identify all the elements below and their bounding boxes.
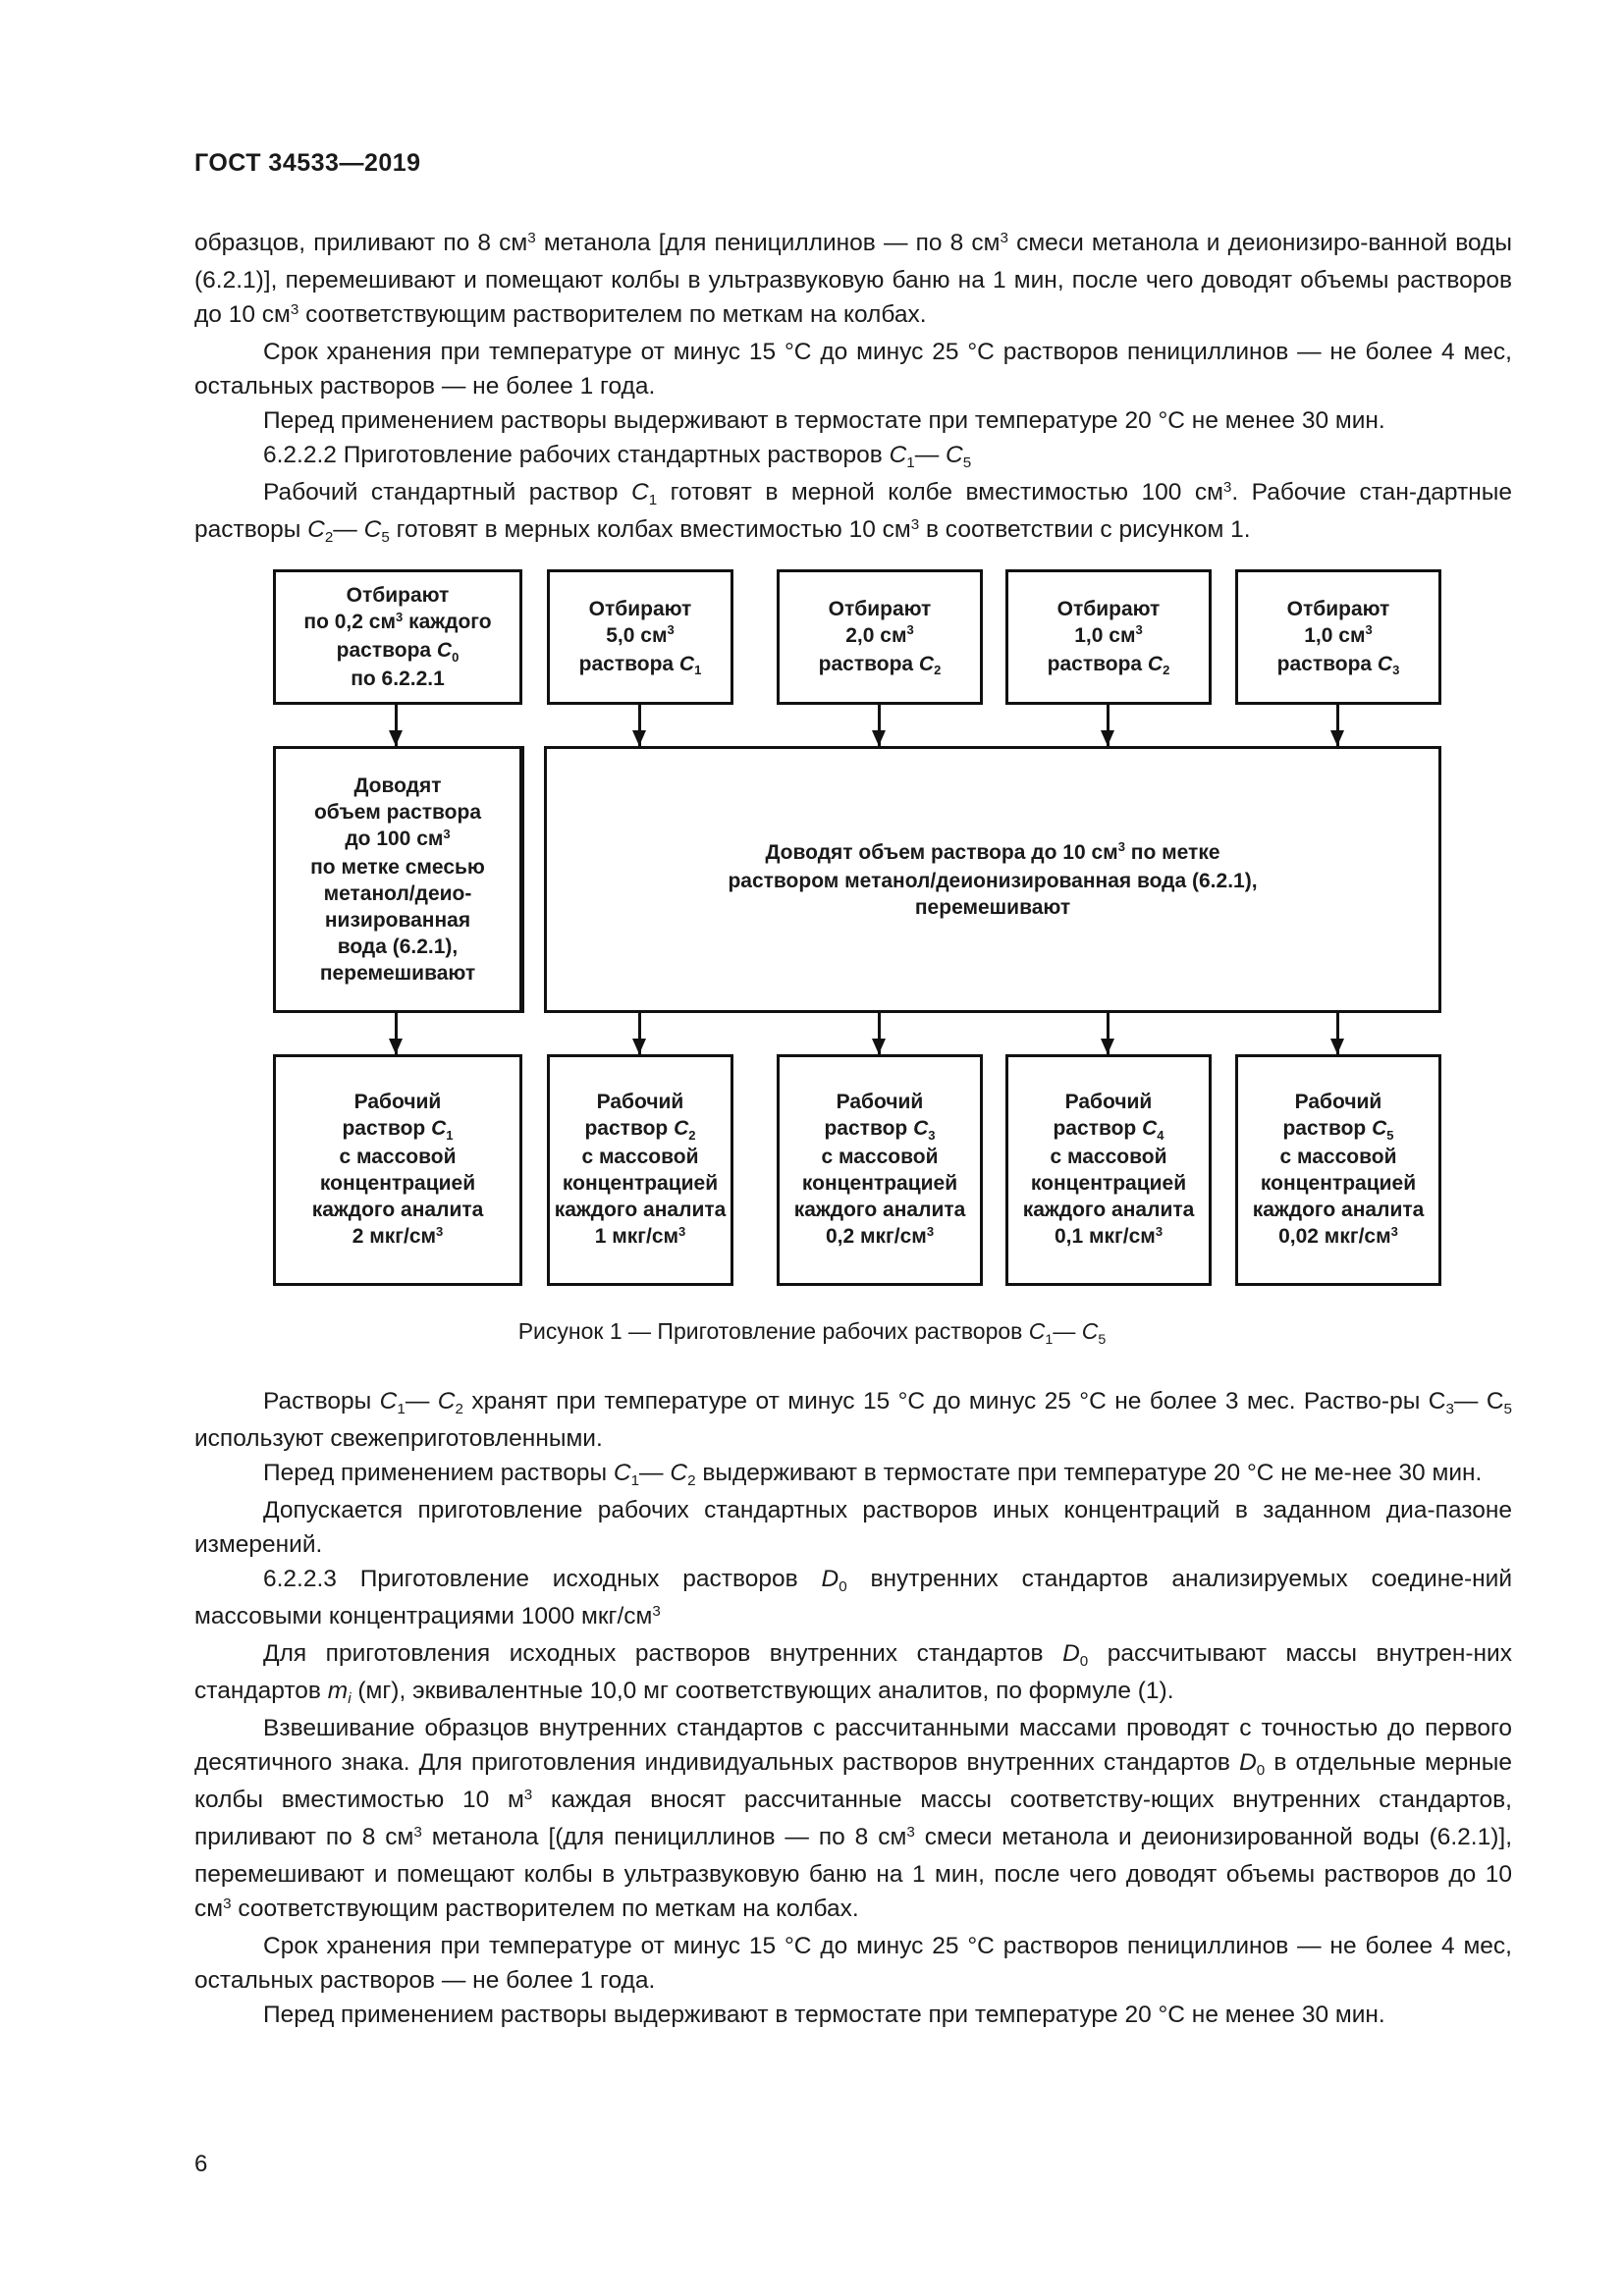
paragraph-working-thermostat: Перед применением растворы $C_1—$ $C_2$ выдерживают в термостате при температуре 20 °С не ме-нее 30 мин.: [263, 1460, 1483, 1490]
arrowhead-icon: [632, 730, 646, 746]
arrowhead-icon: [872, 1039, 886, 1054]
paragraph-thermostat: Перед применением растворы выдерживают в термостате при температуре 20 °С не менее 30 мин.: [263, 407, 1385, 434]
section-heading-6-2-2-3: 6.2.2.3 Приготовление исходных растворов $D_0$ внутренних стандартов анализируемых соедине-ний массовыми концентрациями 1000 мкг/$см^3$: [194, 1566, 1512, 1629]
top-box-c3: Отбирают 1,0 $см^3$ раствора $C_3$: [1235, 569, 1441, 705]
standard-header: ГОСТ 34533—2019: [194, 149, 421, 177]
arrowhead-icon: [872, 730, 886, 746]
paragraph-thermostat-2: Перед применением растворы выдерживают в термостате при температуре 20 °С не менее 30 мин.: [263, 2002, 1385, 2028]
bottom-box-c5: Рабочий раствор $C_5$ с массовой концентрацией каждого аналита 0,02 мкг/$см^3$: [1235, 1054, 1441, 1286]
section-heading-6-2-2-2: 6.2.2.2 Приготовление рабочих стандартных растворов $C_1—$ $C_5$: [263, 442, 972, 472]
bottom-box-c1: Рабочий раствор $C_1$ с массовой концентрацией каждого аналита 2 мкг/$см^3$: [273, 1054, 522, 1286]
paragraph-storage-2: Срок хранения при температуре от минус 15 °С до минус 25 °С растворов пенициллинов — не более 4 мес, остальных растворов — не более 1 года.: [194, 1933, 1512, 1994]
text-section-bottom: [194, 1384, 1512, 2032]
paragraph-working-storage: Растворы $C_1—$ $C_2$ хранят при температуре от минус 15 °С до минус 25 °С не более 3 мес. Раство-ры $С_3—$ $С_5$ используют свежеприготовленными.: [194, 1388, 1512, 1452]
paragraph-other-concentrations: Допускается приготовление рабочих стандартных растворов иных концентраций в заданном диа-пазоне измерений.: [194, 1497, 1512, 1558]
paragraph-weighing: Взвешивание образцов внутренних стандартов с рассчитанными массами проводят с точностью до первого десятичного знака. Для приготовления индивидуальных растворов внутренних стандартов $D_0$ в отдельные мерные колбы вместимостью 10 $м^3$ каждая вносят рассчитанные массы соответству-ющих внутренних стандартов, приливают по 8 $см^3$ метанола [(для пенициллинов — по 8 $см^3$ смеси метанола и деионизированной воды (6.2.1)], перемешивают и помещают колбы в ультразвуковую баню на 1 мин, после чего доводят объемы растворов до 10 $см^3$ соответствующим растворителем по меткам на колбах.: [194, 1715, 1512, 1922]
arrowhead-icon: [1330, 730, 1344, 746]
bottom-box-c4: Рабочий раствор $C_4$ с массовой концентрацией каждого аналита 0,1 мкг/$см^3$: [1005, 1054, 1212, 1286]
middle-box-dilute-10: Доводят объем раствора до 10 $см^3$ по метке раствором метанол/деионизированная вода (6.2.1), перемешивают: [544, 746, 1441, 1013]
divider-line: [521, 746, 524, 1013]
arrowhead-icon: [1101, 730, 1114, 746]
paragraph-storage: Срок хранения при температуре от минус 15 °С до минус 25 °С растворов пенициллинов — не более 4 мес, остальных растворов — не более 1 года.: [194, 339, 1512, 400]
bottom-box-c2: Рабочий раствор $C_2$ с массовой концентрацией каждого аналита 1 мкг/$см^3$: [547, 1054, 733, 1286]
arrowhead-icon: [1101, 1039, 1114, 1054]
arrowhead-icon: [632, 1039, 646, 1054]
top-box-c2: Отбирают 2,0 $см^3$ раствора $C_2$: [777, 569, 983, 705]
top-box-c2-b: Отбирают 1,0 $см^3$ раствора $C_2$: [1005, 569, 1212, 705]
paragraph-working-solutions: Рабочий стандартный раствор $C_1$ готовят в мерной колбе вместимостью 100 $см^3$. Рабочие стан-дартные растворы $C_2—$ $C_5$ готовят в мерных колбах вместимостью 10 $см^3$ в соответствии с рисунком 1.: [194, 478, 1512, 547]
figure-caption: Рисунок 1 — Приготовление рабочих растворов $C_1—$ $C_5$: [517, 1318, 1107, 1348]
top-box-c1: Отбирают 5,0 $см^3$ раствора $C_1$: [547, 569, 733, 705]
paragraph-internal-standards-mass: Для приготовления исходных растворов внутренних стандартов $D_0$ рассчитывают массы внутрен-них стандартов $m_i$ (мг), эквивалентные 10,0 мг соответствующих аналитов, по формуле (1).: [194, 1640, 1512, 1708]
bottom-box-c3: Рабочий раствор $C_3$ с массовой концентрацией каждого аналита 0,2 мкг/$см^3$: [777, 1054, 983, 1286]
top-box-c0: Отбирают по 0,2 $см^3$ каждого раствора $C_0$ по 6.2.2.1: [273, 569, 522, 705]
arrowhead-icon: [389, 730, 403, 746]
arrowhead-icon: [1330, 1039, 1344, 1054]
arrowhead-icon: [389, 1039, 403, 1054]
text-section-top: [194, 226, 1512, 550]
page-number: 6: [194, 2151, 208, 2177]
middle-box-dilute-100: Доводят объем раствора до 100 $см^3$ по метке смесью метанол/деио- низированная вода (6.2.1), перемешивают: [273, 746, 522, 1013]
paragraph-reagents-continued: образцов, приливают по 8 $см^3$ метанола [для пенициллинов — по 8 $см^3$ смеси метанола и деионизиро-ванной воды (6.2.1)], перемешивают и помещают колбы в ультразвуковую баню на 1 мин, после чего доводят объемы растворов до 10 $см^3$ соответствующим растворителем по меткам на колбах.: [194, 229, 1513, 328]
